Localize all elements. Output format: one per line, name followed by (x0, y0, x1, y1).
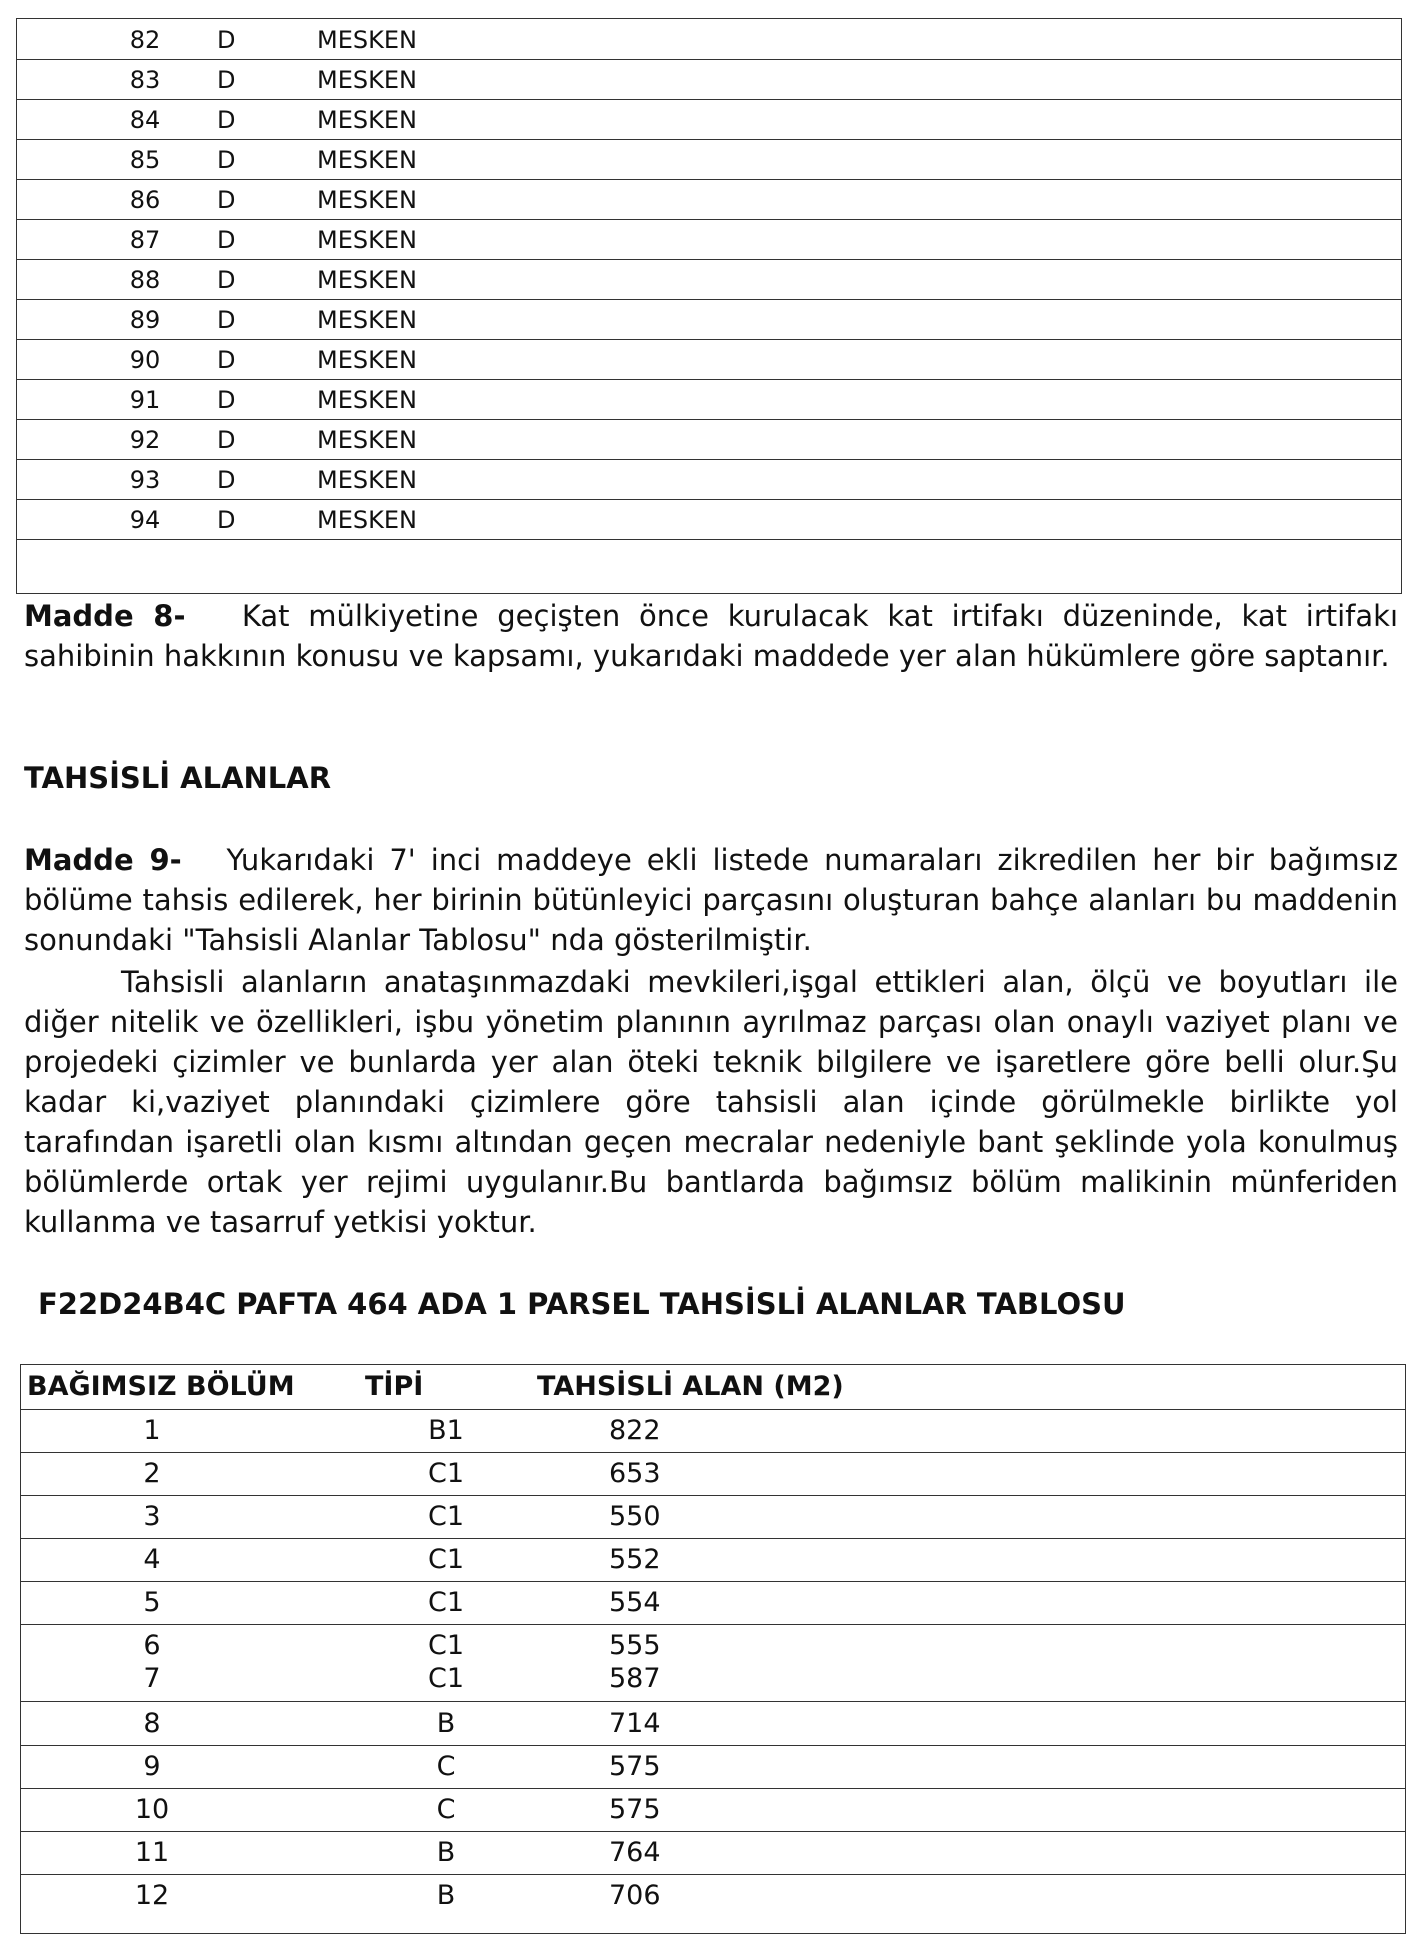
unit-type: C1 (427, 1544, 465, 1575)
table-row (17, 459, 1401, 500)
unit-number: 90 (129, 346, 161, 374)
table-header-row (21, 1365, 1405, 1410)
table-row (21, 1874, 1405, 1917)
allocated-area: 550 (609, 1501, 661, 1532)
unit-number: 6 (143, 1630, 161, 1661)
unit-type: B (436, 1708, 456, 1739)
unit-number: 7 (143, 1663, 161, 1694)
unit-type: C (436, 1751, 456, 1782)
unit-type: MESKEN (317, 306, 417, 334)
allocation-table-title: F22D24B4C PAFTA 464 ADA 1 PARSEL TAHSİSLİ ALANLAR TABLOSU (38, 1287, 1126, 1321)
block-letter: D (217, 386, 236, 414)
unit-type: B1 (428, 1415, 464, 1446)
table-row (21, 1831, 1405, 1875)
unit-number: 3 (143, 1501, 161, 1532)
unit-number: 2 (143, 1458, 161, 1489)
table-row (21, 1745, 1405, 1789)
unit-number: 86 (129, 186, 161, 214)
table-row (21, 1624, 1405, 1664)
allocated-area: 554 (609, 1587, 661, 1618)
table-row (17, 59, 1401, 100)
table-row (17, 379, 1401, 420)
unit-number: 9 (143, 1751, 161, 1782)
table-row (17, 499, 1401, 540)
table-row (17, 259, 1401, 300)
unit-number: 93 (129, 466, 161, 494)
block-letter: D (217, 306, 236, 334)
unit-number: 91 (129, 386, 161, 414)
unit-number: 82 (129, 26, 161, 54)
allocated-area: 555 (609, 1630, 661, 1661)
block-letter: D (217, 266, 236, 294)
unit-type: MESKEN (317, 146, 417, 174)
madde-8-label: Madde 8- (24, 599, 186, 633)
unit-number: 88 (129, 266, 161, 294)
table-row (17, 339, 1401, 380)
unit-type: MESKEN (317, 426, 417, 454)
table-row (17, 19, 1401, 60)
block-letter: D (217, 506, 236, 534)
header-type: TİPİ (365, 1371, 424, 1402)
allocated-area: 822 (609, 1415, 661, 1446)
madde-9-paragraph-2: Tahsisli alanların anataşınmazdaki mevkileri,işgal ettikleri alan, ölçü ve boyutları ile diğer nitelik ve özellikleri, işbu yönetim planının ayrılmaz parçası olan onaylı vaziyet planı ve projedeki çizimler ve bunlarda yer alan öteki teknik bilgilere ve işaretlere göre belli olur.Şu kadar ki,vaziyet planındaki çizimlere göre tahsisli alan içinde görülmekle birlikte yol tarafından işaretli olan kısmı altından geçen mecralar nedeniyle bant şeklinde yola konulmuş bölümlerde ortak yer rejimi uygulanır.Bu bantlarda bağımsız bölüm malikinin münferiden kullanma ve tasarruf yetkisi yoktur. (24, 965, 1398, 1239)
block-letter: D (217, 146, 236, 174)
unit-type: MESKEN (317, 66, 417, 94)
table-row (21, 1581, 1405, 1625)
allocated-area: 587 (609, 1663, 661, 1694)
allocation-table (20, 1364, 1406, 1934)
unit-type: B (436, 1837, 456, 1868)
unit-number: 92 (129, 426, 161, 454)
table-row (17, 99, 1401, 140)
table-row (17, 299, 1401, 340)
unit-type: C1 (427, 1663, 465, 1694)
allocated-area: 575 (609, 1794, 661, 1825)
table-row (21, 1661, 1405, 1702)
section-heading: TAHSİSLİ ALANLAR (24, 761, 332, 795)
madde-8-paragraph (24, 596, 1398, 676)
block-letter: D (217, 466, 236, 494)
unit-number: 83 (129, 66, 161, 94)
block-letter: D (217, 346, 236, 374)
block-letter: D (217, 426, 236, 454)
block-letter: D (217, 106, 236, 134)
header-area: TAHSİSLİ ALAN (M2) (537, 1371, 844, 1402)
unit-type: MESKEN (317, 506, 417, 534)
allocated-area: 706 (609, 1880, 661, 1911)
units-table (16, 18, 1402, 594)
table-row (17, 139, 1401, 180)
unit-number: 4 (143, 1544, 161, 1575)
unit-number: 85 (129, 146, 161, 174)
allocated-area: 552 (609, 1544, 661, 1575)
block-letter: D (217, 66, 236, 94)
block-letter: D (217, 226, 236, 254)
table-row (17, 219, 1401, 260)
unit-type: MESKEN (317, 226, 417, 254)
unit-type: C1 (427, 1587, 465, 1618)
table-row (21, 1452, 1405, 1496)
table-row (17, 179, 1401, 220)
allocated-area: 575 (609, 1751, 661, 1782)
unit-number: 94 (129, 506, 161, 534)
unit-type: MESKEN (317, 266, 417, 294)
unit-number: 10 (134, 1794, 170, 1825)
madde-8-text: Kat mülkiyetine geçişten önce kurulacak kat irtifakı düzeninde, kat irtifakı sahibinin hakkının konusu ve kapsamı, yukarıdaki maddede yer alan hükümlere göre saptanır. (24, 599, 1398, 673)
unit-number: 87 (129, 226, 161, 254)
unit-number: 84 (129, 106, 161, 134)
unit-type: MESKEN (317, 346, 417, 374)
table-row (21, 1495, 1405, 1539)
unit-number: 89 (129, 306, 161, 334)
unit-type: C (436, 1794, 456, 1825)
unit-type: MESKEN (317, 106, 417, 134)
unit-type: MESKEN (317, 466, 417, 494)
unit-number: 1 (143, 1415, 161, 1446)
table-row (17, 419, 1401, 460)
table-row (21, 1409, 1405, 1453)
table-row (21, 1788, 1405, 1832)
madde-9-paragraph (24, 840, 1398, 960)
table-row (21, 1538, 1405, 1582)
unit-type: C1 (427, 1501, 465, 1532)
allocated-area: 714 (609, 1708, 661, 1739)
unit-number: 5 (143, 1587, 161, 1618)
unit-number: 12 (134, 1880, 170, 1911)
madde-9-text: Yukarıdaki 7' inci maddeye ekli listede numaraları zikredilen her bir bağımsız bölüme tahsis edilerek, her birinin bütünleyici parçasını oluşturan bahçe alanları bu maddenin sonundaki "Tahsisli Alanlar Tablosu" nda gösterilmiştir. (24, 843, 1398, 957)
unit-type: B (436, 1880, 456, 1911)
allocated-area: 764 (609, 1837, 661, 1868)
block-letter: D (217, 26, 236, 54)
table-row (21, 1702, 1405, 1746)
unit-number: 11 (134, 1837, 170, 1868)
unit-type: MESKEN (317, 186, 417, 214)
unit-type: C1 (427, 1630, 465, 1661)
unit-type: MESKEN (317, 386, 417, 414)
unit-type: MESKEN (317, 26, 417, 54)
header-unit: BAĞIMSIZ BÖLÜM (27, 1371, 295, 1402)
unit-type: C1 (427, 1458, 465, 1489)
madde-9-label: Madde 9- (24, 843, 182, 877)
allocated-area: 653 (609, 1458, 661, 1489)
unit-number: 8 (143, 1708, 161, 1739)
block-letter: D (217, 186, 236, 214)
